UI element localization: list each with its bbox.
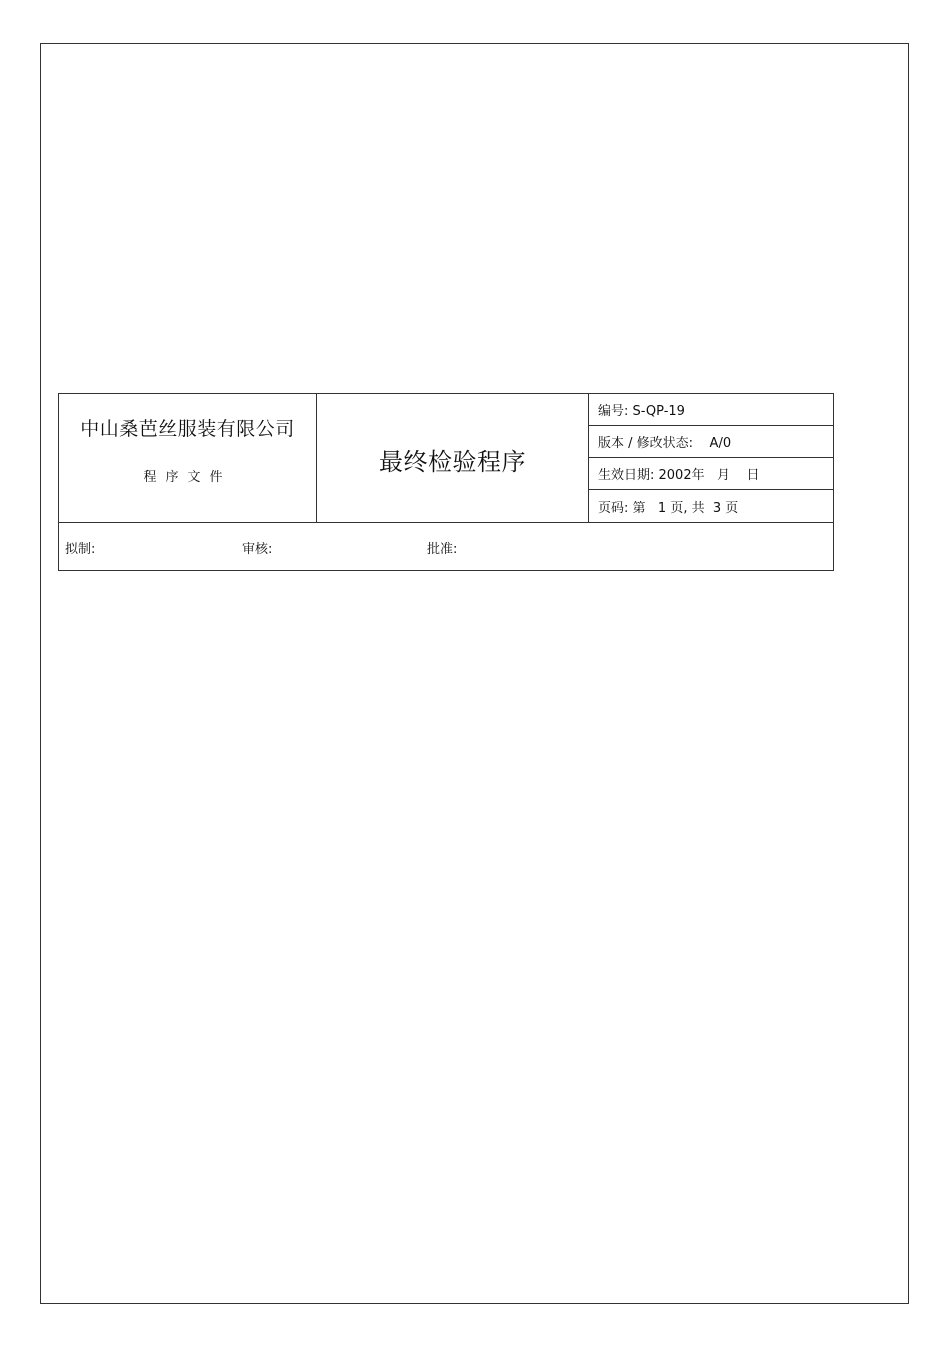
page-border [40,43,909,1304]
document-info-cell [589,394,833,522]
document-number: 编号: S-QP-19 [589,394,833,426]
signoff-row [59,522,833,570]
drafted-by-label: 拟制: [65,542,96,557]
reviewed-by-label: 审核: [242,542,273,557]
document-header-table [58,393,834,571]
version-status: 版本 / 修改状态: A/0 [589,426,833,458]
company-name: 中山桑芭丝服装有限公司 [80,418,295,440]
approved-by-label: 批准: [427,542,458,557]
document-title: 最终检验程序 [379,448,526,476]
company-cell [59,394,317,522]
effective-date: 生效日期: 2002年 月 日 [589,458,833,490]
document-type: 程序文件 [143,470,232,485]
page-number: 页码: 第 1 页, 共 3 页 [598,500,739,516]
title-cell [317,394,589,522]
